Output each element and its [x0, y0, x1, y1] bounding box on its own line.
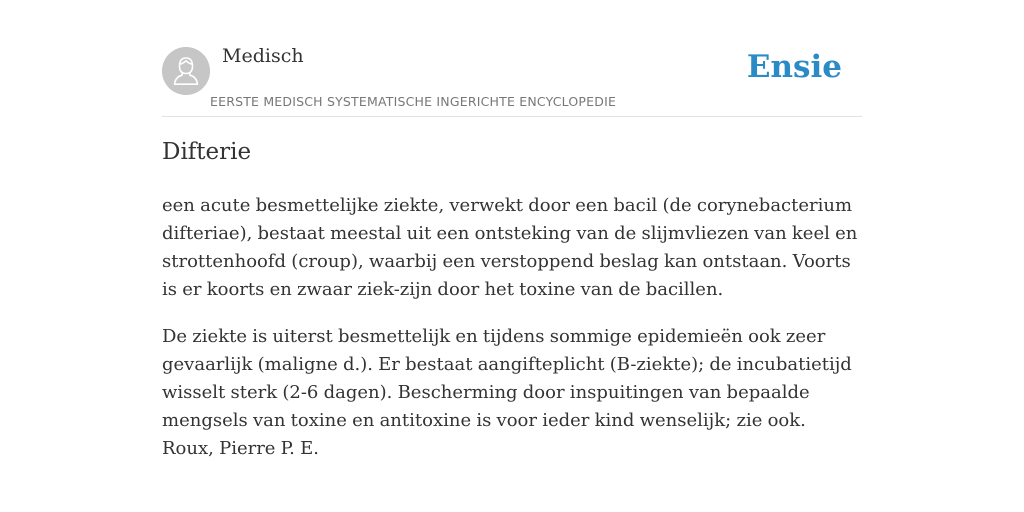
ensie-logo-link[interactable]: Ensie — [746, 49, 842, 85]
article-title: Difterie — [162, 139, 252, 165]
source-header — [162, 40, 862, 117]
article-paragraph: De ziekte is uiterst besmettelijk en tijdens sommige epidemieën ook zeer gevaarlijk (maligne d.). Er bestaat aangifteplicht (B-ziekte); de incubatietijd wisselt sterk (2-6 dagen). Bescherming door inspuitingen van bepaalde mengsels van toxine en antitoxine is voor ieder kind wenselijk; zie ook. Roux, Pierre P. E. — [162, 326, 852, 459]
user-avatar-icon[interactable] — [162, 47, 210, 95]
article-body — [162, 192, 862, 482]
article-paragraph: een acute besmettelijke ziekte, verwekt door een bacil (de corynebacterium difteriae), bestaat meestal uit een ontsteking van de slijmvliezen van keel en strottenhoofd (croup), waarbij een verstoppend beslag kan ontstaan. Voorts is er koorts en zwaar ziek-zijn door het toxine van de bacillen. — [162, 195, 858, 300]
source-subtitle: EERSTE MEDISCH SYSTEMATISCHE INGERICHTE ENCYCLOPEDIE — [210, 94, 617, 109]
source-name[interactable]: Medisch — [222, 45, 304, 67]
